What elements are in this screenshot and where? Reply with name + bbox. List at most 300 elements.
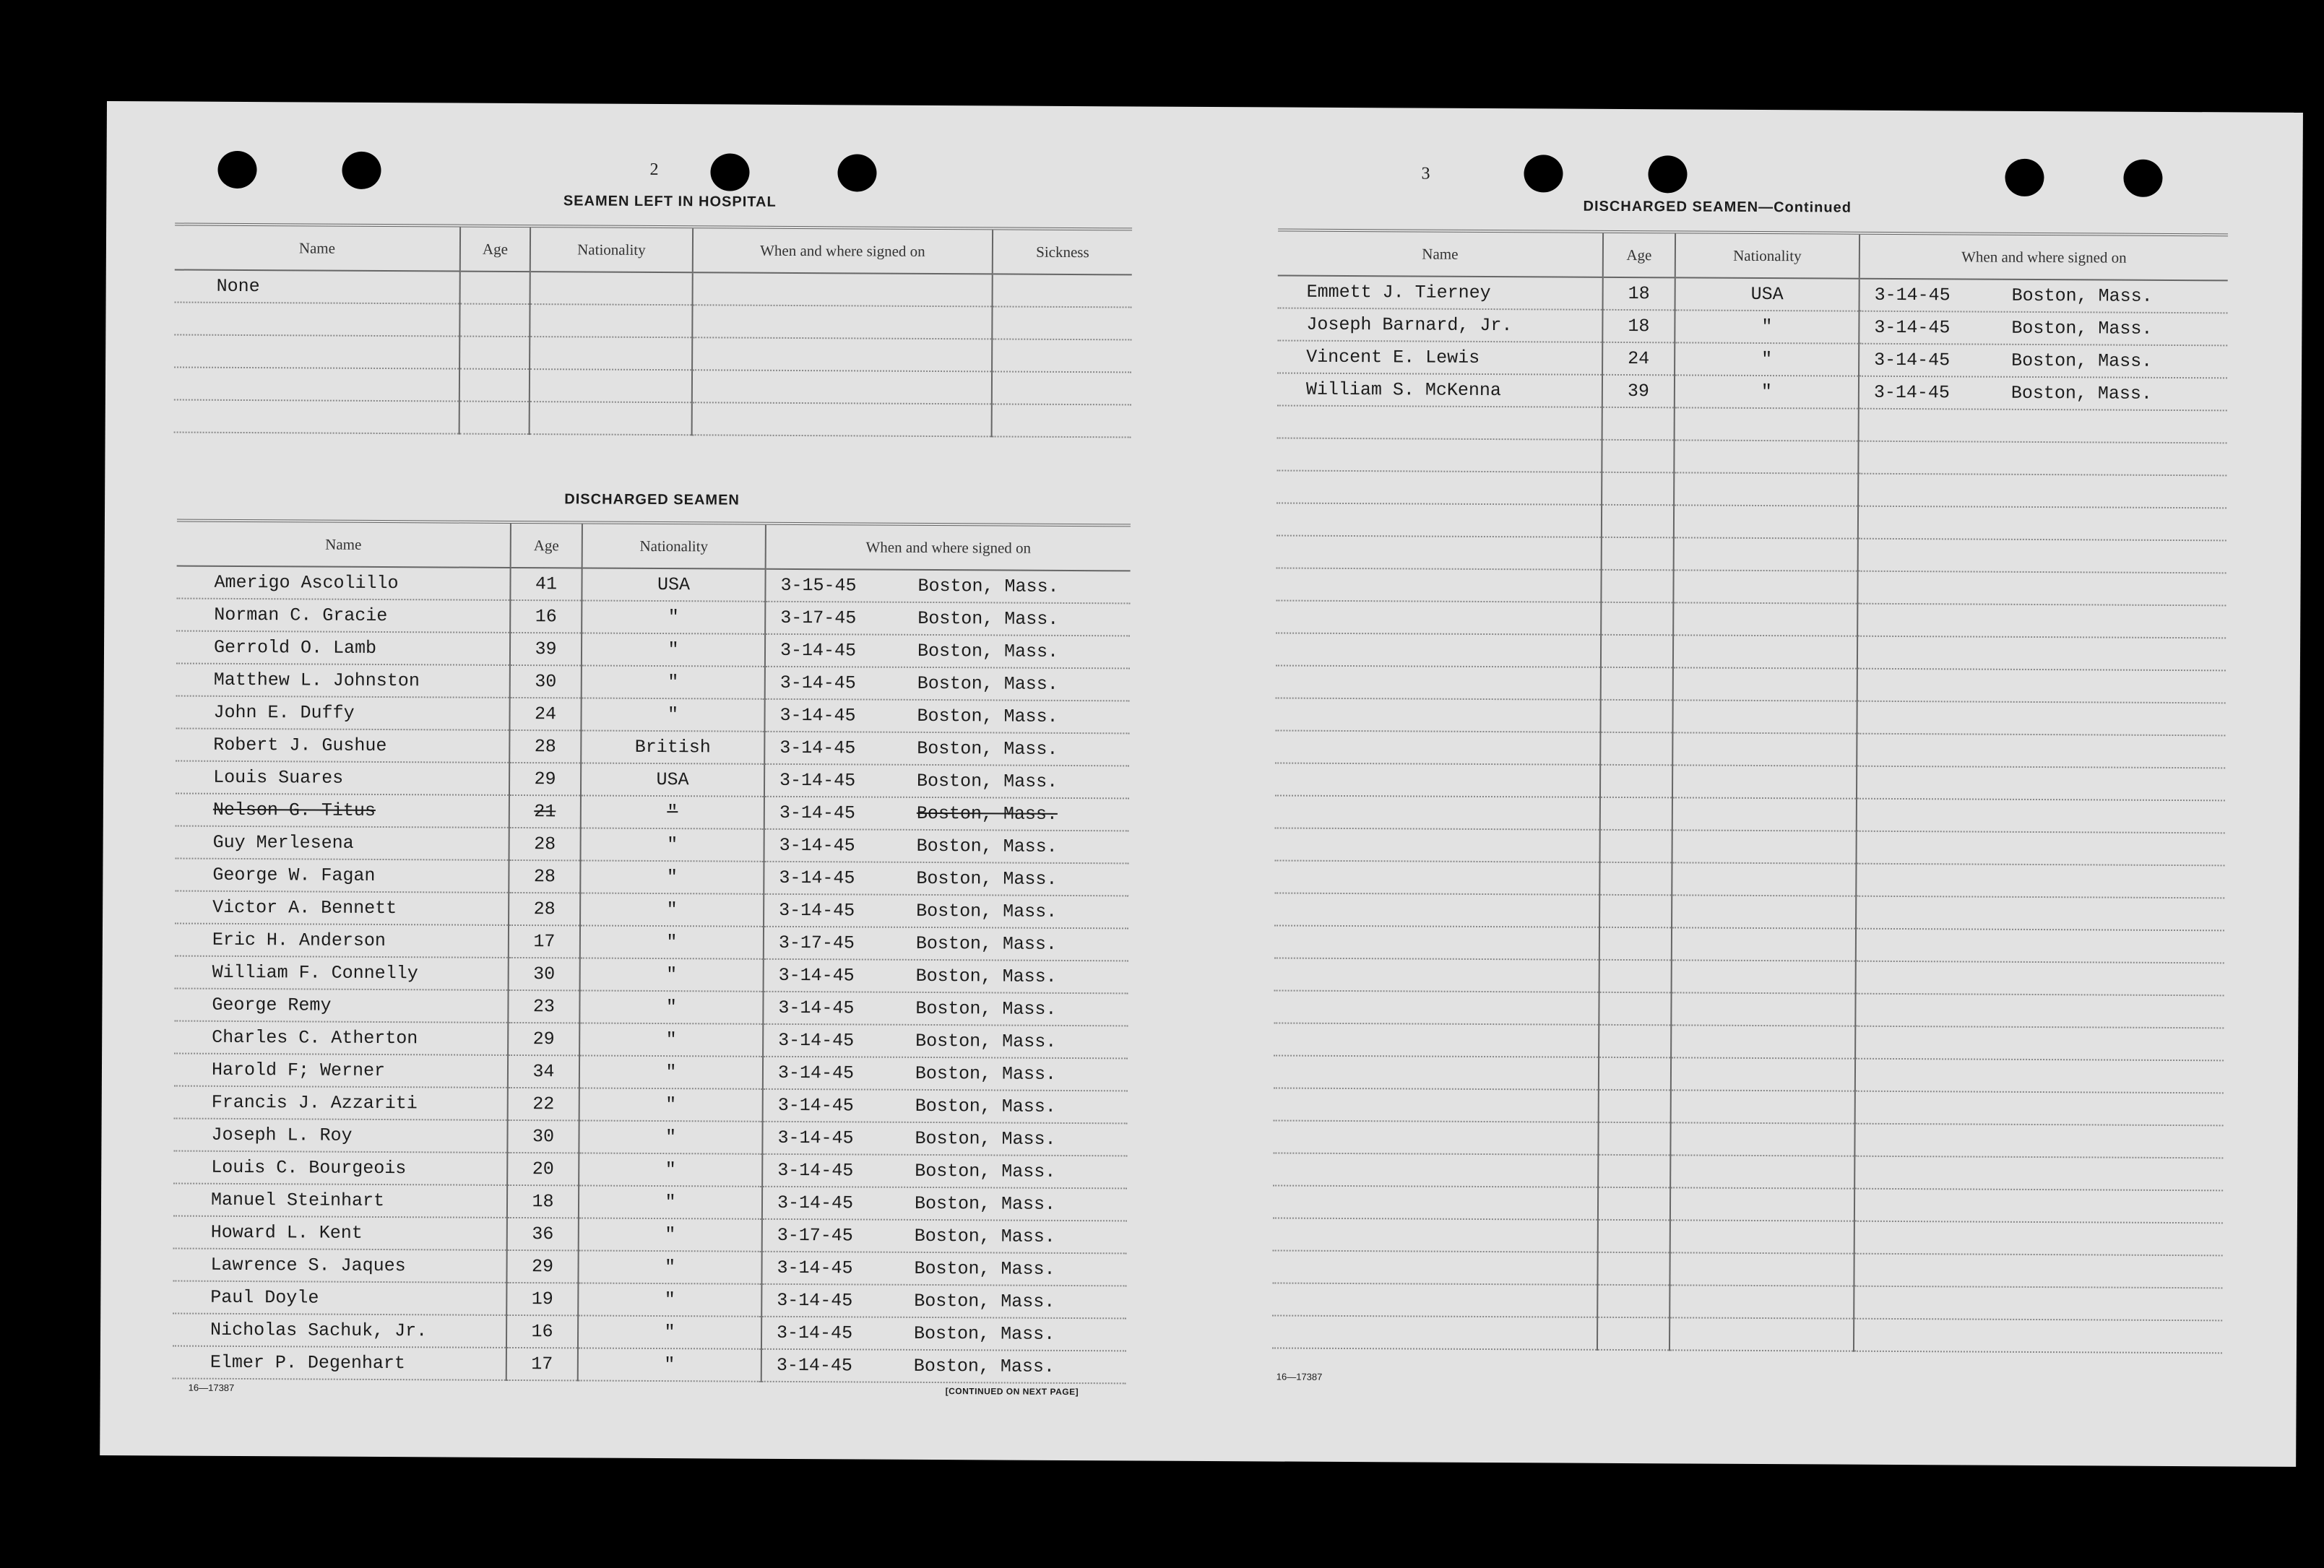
- seaman-name: Gerrold O. Lamb: [176, 631, 510, 665]
- empty-cell: [1670, 1122, 1854, 1156]
- signed-on-place: Boston, Mass.: [916, 900, 1058, 922]
- form-number: 16—17387: [188, 1382, 235, 1393]
- empty-cell: [1669, 1252, 1854, 1286]
- table-row: [173, 1346, 1126, 1384]
- empty-cell: [1857, 766, 2225, 801]
- seaman-name: Robert J. Gushue: [176, 729, 509, 763]
- seaman-nationality: ": [578, 1315, 761, 1348]
- signed-on: [764, 927, 1128, 961]
- seaman-age: 17: [509, 925, 580, 958]
- col-header: When and where signed on: [693, 227, 993, 274]
- signed-on-date: 3-14-45: [779, 704, 856, 727]
- form-number: 16—17387: [1276, 1371, 1323, 1382]
- hospital-heading: SEAMEN LEFT IN HOSPITAL: [563, 193, 777, 210]
- empty-cell: [1598, 1220, 1670, 1253]
- empty-cell: [1274, 925, 1599, 959]
- empty-cell: [1671, 1090, 1855, 1123]
- continued-heading: DISCHARGED SEAMEN—Continued: [1583, 198, 1852, 216]
- empty-cell: [1672, 960, 1856, 993]
- col-header: Age: [511, 522, 582, 568]
- empty-cell: [1276, 600, 1601, 634]
- signed-on: [762, 1187, 1127, 1221]
- empty-cell: [1857, 604, 2226, 638]
- empty-cell: [1673, 667, 1857, 701]
- table-row: [175, 891, 1128, 929]
- empty-cell: [1855, 1026, 2224, 1061]
- empty-cell: [1602, 440, 1674, 473]
- seaman-age: 20: [507, 1153, 579, 1186]
- table-row: [176, 631, 1130, 669]
- empty-cell: [1275, 795, 1600, 829]
- signed-on-place: Boston, Mass.: [915, 932, 1058, 955]
- hospital-table: [174, 222, 1133, 438]
- signed-on-date: 3-14-45: [777, 1062, 855, 1084]
- col-header: Age: [1603, 232, 1675, 278]
- seaman-age: 18: [1603, 277, 1675, 311]
- signed-on-place: Boston, Mass.: [2010, 382, 2153, 404]
- empty-cell: [1856, 864, 2224, 898]
- empty-cell: [1670, 1155, 1854, 1188]
- table-row: [174, 367, 1131, 404]
- empty-cell: [1275, 698, 1600, 732]
- table-row: [176, 761, 1129, 799]
- signed-on: [761, 1252, 1126, 1286]
- table-row: [173, 1314, 1126, 1351]
- seaman-nationality: ": [582, 665, 765, 698]
- table-row: [174, 1054, 1128, 1091]
- empty-cell: [1273, 1153, 1598, 1187]
- empty-cell: [1856, 929, 2224, 963]
- empty-cell: [1856, 896, 2224, 931]
- table-row: [176, 599, 1130, 636]
- empty-row: [1275, 795, 2225, 833]
- seaman-age: 29: [509, 763, 581, 796]
- seaman-name: Victor A. Bennett: [175, 891, 509, 925]
- signed-on-place: Boston, Mass.: [917, 640, 1059, 662]
- signed-on-place: Boston, Mass.: [917, 607, 1059, 630]
- empty-cell: [1855, 1059, 2224, 1093]
- empty-cell: [1600, 830, 1672, 863]
- empty-cell: [1277, 405, 1602, 439]
- seaman-age: 29: [508, 1023, 579, 1056]
- empty-row: [1275, 828, 2225, 865]
- empty-row: [1273, 1153, 2223, 1190]
- seaman-age: 28: [509, 730, 581, 763]
- seaman-name: George W. Fagan: [175, 859, 509, 893]
- empty-cell: [1675, 407, 1859, 441]
- col-header: Name: [175, 224, 460, 271]
- signed-on-date: 3-14-45: [778, 964, 855, 987]
- empty-cell: [1277, 438, 1602, 472]
- empty-row: [1272, 1283, 2222, 1320]
- signed-on-place: Boston, Mass.: [914, 1257, 1055, 1280]
- seaman-name: Harold F; Werner: [174, 1054, 508, 1088]
- seaman-age: 30: [509, 958, 580, 991]
- seaman-nationality: ": [1675, 342, 1859, 376]
- signed-on-date: 3-14-45: [777, 1257, 853, 1279]
- empty-cell: [1855, 994, 2224, 1028]
- empty-row: [1273, 1120, 2223, 1158]
- signed-on-date: 3-14-45: [779, 802, 855, 824]
- empty-cell: [1854, 1319, 2222, 1353]
- signed-on: [764, 764, 1129, 799]
- empty-cell: [1672, 765, 1857, 798]
- signed-on: [764, 829, 1129, 864]
- signed-on-place: Boston, Mass.: [914, 1192, 1056, 1215]
- seaman-nationality: ": [581, 828, 764, 861]
- empty-cell: [1672, 862, 1856, 896]
- signed-on-place: Boston, Mass.: [914, 1322, 1055, 1345]
- signed-on-date: 3-14-45: [779, 867, 855, 889]
- seaman-name: Howard L. Kent: [173, 1216, 507, 1250]
- table-row: [174, 1086, 1128, 1124]
- signed-on: [763, 1089, 1128, 1124]
- signed-on-place: Boston, Mass.: [917, 770, 1058, 792]
- table-row: [176, 794, 1129, 831]
- table-row: [173, 1151, 1127, 1189]
- seaman-name: William F. Connelly: [175, 956, 509, 990]
- signed-on: [761, 1317, 1126, 1351]
- empty-cell: [1669, 1317, 1854, 1351]
- col-header: Sickness: [993, 228, 1132, 274]
- empty-row: [1274, 958, 2224, 995]
- seaman-name: Manuel Steinhart: [173, 1184, 507, 1218]
- empty-row: [1277, 438, 2226, 475]
- signed-on-date: 3-14-45: [777, 1322, 853, 1344]
- empty-row: [1273, 1185, 2223, 1223]
- signed-on-place: Boston, Mass.: [914, 1225, 1055, 1247]
- seaman-nationality: ": [578, 1250, 761, 1283]
- seaman-name: Norman C. Gracie: [176, 599, 510, 633]
- empty-cell: [1274, 1055, 1599, 1089]
- signed-on-place: Boston, Mass.: [917, 705, 1058, 727]
- signed-on: [1859, 311, 2227, 346]
- signed-on-place: Boston, Mass.: [914, 1290, 1055, 1312]
- empty-row: [1274, 860, 2224, 898]
- empty-row: [1274, 990, 2224, 1028]
- seaman-name: Elmer P. Degenhart: [173, 1346, 506, 1380]
- seaman-nationality: ": [579, 1120, 762, 1153]
- col-header: Age: [460, 226, 530, 272]
- table-row: [1277, 340, 2227, 378]
- signed-on-date: 3-14-45: [778, 997, 855, 1019]
- table-row: [1278, 275, 2228, 313]
- signed-on-date: 3-15-45: [780, 574, 857, 597]
- empty-cell: [1276, 665, 1601, 699]
- seaman-nationality: ": [580, 958, 764, 991]
- seaman-nationality: ": [582, 633, 765, 666]
- signed-on-date: 3-14-45: [1874, 316, 1951, 339]
- signed-on: [761, 1284, 1126, 1319]
- col-header: When and where signed on: [766, 524, 1131, 571]
- empty-row: [1276, 600, 2226, 638]
- signed-on-place: Boston, Mass.: [916, 802, 1058, 825]
- empty-cell: [1600, 732, 1672, 766]
- empty-cell: [1602, 472, 1674, 506]
- empty-cell: [1669, 1285, 1854, 1318]
- table-row: [1277, 373, 2227, 410]
- empty-cell: [1673, 570, 1857, 603]
- seaman-age: 30: [510, 665, 582, 698]
- empty-row: [1276, 633, 2226, 670]
- col-header: Name: [1278, 230, 1603, 277]
- seaman-name: William S. McKenna: [1277, 373, 1602, 407]
- seaman-age: 41: [510, 568, 582, 601]
- signed-on-place: Boston, Mass.: [915, 1062, 1057, 1085]
- seaman-age: 16: [506, 1315, 578, 1348]
- signed-on-place: Boston, Mass.: [915, 1127, 1056, 1150]
- seaman-name: Charles C. Atherton: [174, 1021, 508, 1055]
- empty-cell: [1277, 535, 1602, 569]
- seaman-age: 19: [506, 1283, 578, 1316]
- empty-row: [1277, 503, 2226, 540]
- empty-cell: [1670, 1220, 1854, 1253]
- empty-cell: [1274, 1023, 1599, 1057]
- empty-cell: [1858, 539, 2226, 573]
- signed-on: [764, 732, 1129, 766]
- empty-cell: [1277, 503, 1602, 537]
- empty-row: [1277, 405, 2227, 443]
- empty-row: [1274, 1055, 2224, 1093]
- table-row: [174, 302, 1131, 339]
- empty-cell: [1854, 1286, 2222, 1321]
- seaman-nationality: USA: [581, 763, 764, 796]
- empty-cell: [1672, 797, 1857, 831]
- empty-cell: [1599, 927, 1672, 961]
- seaman-age: 22: [508, 1088, 579, 1121]
- empty-row: [1277, 535, 2226, 573]
- seaman-name: Amerigo Ascolillo: [176, 566, 510, 600]
- empty-cell: [1600, 765, 1672, 798]
- seaman-name: Vincent E. Lewis: [1277, 340, 1602, 374]
- document-sheet: [100, 101, 2303, 1467]
- signed-on-date: 3-17-45: [778, 932, 855, 954]
- table-row: [173, 1249, 1126, 1286]
- seaman-name: Lawrence S. Jaques: [173, 1249, 506, 1283]
- empty-cell: [1859, 409, 2227, 443]
- seaman-name: Nelson G. Titus: [176, 794, 509, 828]
- signed-on-place: Boston, Mass.: [913, 1355, 1055, 1377]
- empty-cell: [1672, 830, 1857, 863]
- seaman-age: 18: [1602, 310, 1675, 343]
- header-row: [177, 521, 1131, 571]
- col-header: When and where signed on: [1859, 233, 2228, 281]
- table-row: [176, 826, 1129, 864]
- seaman-age: 28: [509, 893, 580, 926]
- seaman-age: 36: [507, 1218, 579, 1251]
- empty-cell: [1672, 927, 1856, 961]
- continued-note: [CONTINUED ON NEXT PAGE]: [945, 1386, 1079, 1398]
- empty-row: [1274, 1088, 2224, 1125]
- seaman-nationality: ": [1675, 310, 1859, 343]
- seaman-nationality: ": [1675, 375, 1859, 408]
- signed-on-date: 3-14-45: [1874, 284, 1951, 306]
- table-row: [175, 924, 1128, 961]
- empty-cell: [1601, 570, 1673, 603]
- empty-row: [1272, 1315, 2222, 1353]
- signed-on: [763, 1057, 1128, 1091]
- empty-cell: [1858, 506, 2226, 541]
- empty-row: [1275, 763, 2225, 800]
- seaman-nationality: ": [580, 925, 764, 958]
- table-row: [174, 989, 1128, 1026]
- col-header: Nationality: [530, 226, 693, 272]
- empty-cell: [1602, 537, 1674, 571]
- empty-cell: [1276, 568, 1601, 602]
- empty-row: [1272, 1250, 2222, 1288]
- signed-on-date: 3-14-45: [776, 1354, 852, 1377]
- table-row: [173, 1281, 1126, 1319]
- signed-on: [1859, 279, 2228, 313]
- empty-cell: [1601, 667, 1673, 701]
- signed-on: [761, 1349, 1126, 1384]
- signed-on-date: 3-14-45: [779, 834, 855, 857]
- signed-on-date: 3-14-45: [779, 639, 857, 662]
- empty-cell: [1854, 1254, 2222, 1288]
- seaman-age: 29: [506, 1250, 578, 1283]
- hospital-entry: None: [175, 269, 460, 303]
- empty-cell: [1597, 1317, 1669, 1351]
- seaman-nationality: ": [582, 600, 765, 633]
- signed-on-place: Boston, Mass.: [916, 835, 1058, 857]
- empty-cell: [1273, 1218, 1598, 1252]
- empty-cell: [1672, 700, 1857, 733]
- empty-cell: [1857, 669, 2226, 703]
- empty-cell: [1858, 441, 2226, 476]
- signed-on: [764, 894, 1128, 929]
- seaman-nationality: ": [578, 1283, 761, 1316]
- signed-on: [763, 992, 1128, 1026]
- right-page: [1198, 107, 2303, 1467]
- empty-cell: [1857, 571, 2226, 606]
- empty-cell: [1857, 734, 2225, 768]
- signed-on: [765, 634, 1130, 669]
- empty-row: [1277, 470, 2226, 508]
- empty-cell: [1277, 470, 1602, 504]
- empty-cell: [1601, 602, 1673, 636]
- signed-on-date: 3-14-45: [779, 737, 856, 759]
- seaman-nationality: ": [579, 1088, 763, 1121]
- seaman-age: 24: [509, 698, 581, 731]
- page-number: 3: [1421, 164, 1430, 183]
- signed-on: [765, 569, 1130, 604]
- empty-cell: [1599, 1057, 1671, 1091]
- signed-on-date: 3-17-45: [780, 607, 857, 629]
- signed-on-place: Boston, Mass.: [2011, 317, 2153, 339]
- signed-on-place: Boston, Mass.: [917, 737, 1058, 760]
- seaman-name: Emmett J. Tierney: [1278, 275, 1603, 309]
- signed-on-place: Boston, Mass.: [915, 997, 1057, 1020]
- signed-on-place: Boston, Mass.: [917, 672, 1058, 695]
- seaman-nationality: ": [581, 698, 764, 731]
- seaman-name: George Remy: [174, 989, 508, 1023]
- seaman-nationality: ": [579, 1023, 763, 1056]
- empty-cell: [1597, 1252, 1669, 1286]
- signed-on-date: 3-14-45: [777, 1094, 854, 1117]
- empty-cell: [1273, 1185, 1598, 1219]
- table-row: [175, 859, 1128, 896]
- seaman-nationality: ": [580, 893, 764, 926]
- empty-cell: [1855, 1091, 2224, 1126]
- signed-on-place: Boston, Mass.: [915, 1160, 1056, 1182]
- signed-on: [764, 862, 1128, 896]
- signed-on: [762, 1122, 1127, 1156]
- seaman-nationality: ": [579, 1153, 762, 1186]
- col-header: Nationality: [1675, 232, 1859, 278]
- seaman-age: 21: [509, 795, 581, 828]
- seaman-name: John E. Duffy: [176, 696, 509, 730]
- seaman-name: Louis Suares: [176, 761, 509, 795]
- signed-on-date: 3-14-45: [779, 672, 856, 694]
- seaman-nationality: ": [580, 860, 764, 893]
- signed-on: [1859, 376, 2227, 411]
- header-row: [1278, 230, 2228, 280]
- empty-cell: [1274, 860, 1599, 894]
- seaman-nationality: ": [579, 990, 763, 1023]
- header-row: [175, 224, 1132, 274]
- seaman-name: Paul Doyle: [173, 1281, 506, 1315]
- empty-cell: [1275, 730, 1600, 764]
- empty-cell: [1598, 1155, 1670, 1188]
- table-row: [175, 269, 1132, 307]
- col-header: Nationality: [582, 522, 766, 568]
- empty-cell: [1671, 1025, 1855, 1058]
- table-row: [173, 1216, 1127, 1254]
- empty-cell: [1599, 862, 1672, 896]
- empty-row: [1274, 925, 2224, 963]
- signed-on-date: 3-14-45: [779, 899, 855, 922]
- empty-cell: [1671, 992, 1855, 1026]
- seaman-age: 39: [510, 633, 582, 666]
- page-number: 2: [649, 160, 659, 179]
- signed-on-date: 3-14-45: [777, 1289, 853, 1312]
- signed-on-date: 3-17-45: [777, 1224, 853, 1247]
- signed-on-place: Boston, Mass.: [2011, 285, 2153, 307]
- empty-row: [1276, 665, 2226, 703]
- signed-on: [764, 699, 1129, 734]
- signed-on: [764, 797, 1129, 831]
- empty-cell: [1274, 1088, 1599, 1122]
- signed-on-date: 3-14-45: [777, 1127, 854, 1149]
- empty-cell: [1673, 602, 1857, 636]
- signed-on-place: Boston, Mass.: [916, 867, 1058, 890]
- empty-cell: [1854, 1221, 2223, 1256]
- seaman-nationality: British: [581, 730, 764, 763]
- seaman-nationality: ": [579, 1055, 763, 1088]
- table-row: [176, 664, 1130, 701]
- empty-row: [1275, 730, 2225, 768]
- empty-cell: [1674, 440, 1858, 473]
- table-row: [176, 729, 1129, 766]
- table-row: [173, 1119, 1127, 1156]
- signed-on-date: 3-14-45: [1874, 349, 1951, 371]
- seaman-nationality: USA: [1675, 277, 1859, 311]
- discharged-table: [173, 519, 1131, 1385]
- seaman-nationality: ": [578, 1348, 761, 1381]
- empty-cell: [1599, 960, 1672, 993]
- empty-cell: [1274, 893, 1599, 927]
- empty-cell: [1598, 1187, 1670, 1221]
- signed-on-place: Boston, Mass.: [2011, 350, 2153, 372]
- signed-on-place: Boston, Mass.: [915, 965, 1057, 987]
- empty-cell: [1672, 895, 1856, 928]
- table-row: [175, 956, 1128, 994]
- signed-on: [764, 959, 1128, 994]
- seaman-age: 18: [507, 1185, 579, 1218]
- seaman-age: 30: [507, 1120, 579, 1153]
- empty-row: [1274, 1023, 2224, 1060]
- seaman-age: 16: [510, 600, 582, 633]
